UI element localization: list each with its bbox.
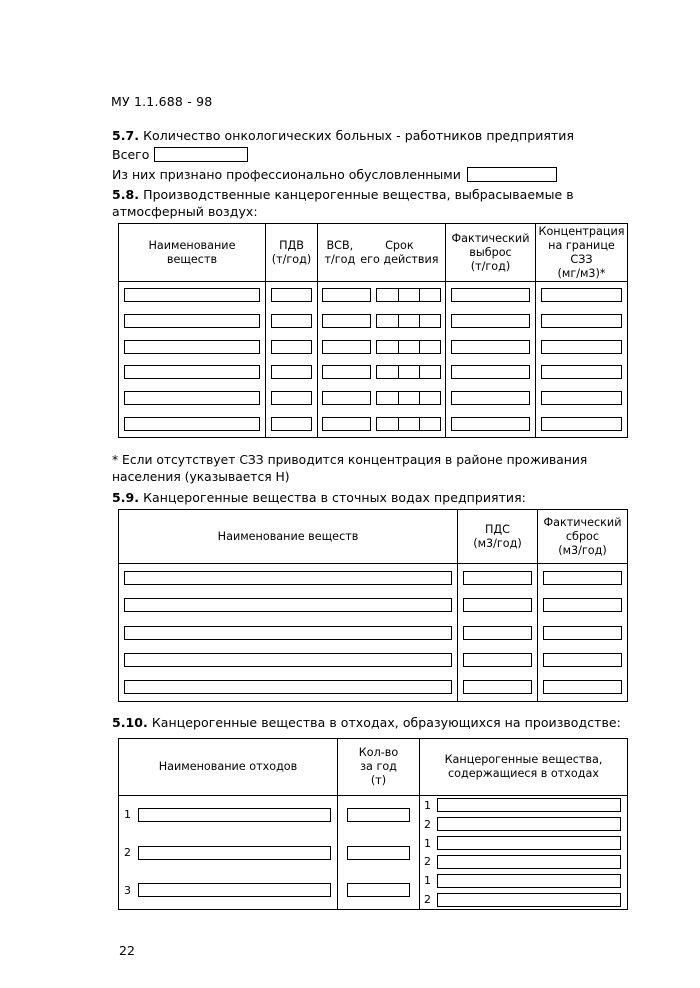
section-5-10-title: [112, 714, 632, 731]
table-row: [420, 796, 627, 834]
table-row: [458, 619, 537, 646]
emissions-header-pdv-line1: ПДВ: [279, 238, 304, 252]
wastewater-header-name-text: Наименование веществ: [217, 529, 359, 543]
section-5-7-heading-text: Количество онкологических больных - работников предприятия: [143, 128, 575, 143]
emissions-header-vsv-srok: [318, 224, 445, 282]
emissions-header-pdv-line2: (т/год): [271, 252, 312, 266]
table-row: [266, 282, 317, 308]
emissions-concentration-cells: [536, 282, 627, 437]
waste-substance-input[interactable]: [437, 893, 621, 907]
section-5-9-title: [112, 489, 632, 506]
table-row: [446, 411, 535, 437]
waste-row-index: 2: [124, 846, 131, 859]
waste-substance-input[interactable]: [437, 836, 621, 850]
emissions-srok-segment[interactable]: [377, 289, 398, 301]
wastewater-col-actual-discharge: [537, 510, 627, 701]
table-row: [536, 308, 627, 334]
emissions-header-pdv: [266, 224, 317, 282]
wastewater-name-input[interactable]: [124, 571, 452, 585]
emissions-pdv-input[interactable]: [271, 417, 312, 431]
table-row: [119, 834, 337, 872]
emissions-header-actual-line3: (т/год): [470, 259, 511, 273]
table-row: [266, 411, 317, 437]
section-5-9-heading-text: Канцерогенные вещества в сточных водах предприятия:: [143, 490, 526, 505]
waste-header-quantity-line1: Кол-во: [358, 746, 399, 759]
professional-label: Из них признано профессионально обусловленными: [112, 167, 461, 182]
emissions-header-conc-line3: (мг/м3)*: [557, 266, 606, 280]
emissions-col-substance-name: [119, 224, 265, 437]
emissions-name-input[interactable]: [124, 391, 260, 405]
emissions-srok-segment[interactable]: [419, 418, 440, 430]
table-row: [538, 674, 627, 701]
emissions-pdv-cells: [266, 282, 317, 437]
emissions-srok-segment[interactable]: [377, 366, 398, 378]
table-row: [536, 359, 627, 385]
waste-substance-input[interactable]: [437, 817, 621, 831]
wastewater-pds-cells: [458, 564, 537, 701]
table-row: [119, 646, 457, 673]
emissions-header-actual-line1: Фактический: [451, 231, 530, 245]
table-row: [119, 871, 337, 909]
wastewater-discharge-input[interactable]: [543, 571, 622, 585]
table-row: [318, 334, 445, 360]
wastewater-discharge-input[interactable]: [543, 626, 622, 640]
wastewater-pds-input[interactable]: [463, 653, 532, 667]
table-row: [119, 359, 265, 385]
table-row: [458, 646, 537, 673]
table-row: [446, 359, 535, 385]
emissions-header-srok-line2: его действия: [360, 252, 439, 266]
wastewater-pds-input[interactable]: [463, 626, 532, 640]
wastewater-header-pds: [458, 510, 537, 564]
section-5-7-number: 5.7.: [112, 128, 140, 143]
table-row: [538, 619, 627, 646]
waste-header-quantity-line3: (т): [370, 774, 387, 787]
wastewater-discharge-input[interactable]: [543, 653, 622, 667]
professional-patients-row: [112, 167, 557, 182]
waste-substance-row: [420, 796, 627, 815]
emissions-srok-segment[interactable]: [398, 289, 419, 301]
emissions-col-vsv-srok: [317, 224, 445, 437]
emissions-srok-group: [376, 288, 441, 302]
wastewater-header-discharge: [538, 510, 627, 564]
section-5-8-number: 5.8.: [112, 187, 140, 202]
waste-substance-index: 1: [424, 874, 431, 888]
waste-substance-input[interactable]: [437, 855, 621, 869]
emissions-col-concentration: [535, 224, 627, 437]
emissions-conc-input[interactable]: [541, 314, 622, 328]
section-5-8-heading-text: Производственные канцерогенные вещества, выбрасываемые в атмосферный воздух:: [112, 187, 574, 219]
emissions-vsv-input[interactable]: [322, 314, 371, 328]
total-label: Всего: [112, 147, 150, 162]
table-row: [119, 282, 265, 308]
emissions-header-conc-line1: Концентрация: [538, 224, 625, 238]
emissions-conc-input[interactable]: [541, 340, 622, 354]
emissions-name-input[interactable]: [124, 417, 260, 431]
table-row: [338, 834, 419, 872]
waste-col-carcinogens: [419, 739, 627, 909]
emissions-vsv-input[interactable]: [322, 288, 371, 302]
table-row: [536, 334, 627, 360]
emissions-srok-segment[interactable]: [398, 392, 419, 404]
wastewater-name-input[interactable]: [124, 598, 452, 612]
emissions-header-actual: [446, 224, 535, 282]
table-row: [538, 564, 627, 591]
wastewater-name-input[interactable]: [124, 680, 452, 694]
page-number: 22: [119, 943, 135, 958]
waste-header-name: [119, 739, 337, 796]
emissions-srok-segment[interactable]: [419, 315, 440, 327]
table-row: [119, 385, 265, 411]
table-row: [318, 385, 445, 411]
emissions-srok-group: [376, 340, 441, 354]
emissions-actual-input[interactable]: [451, 391, 530, 405]
total-patients-row: [112, 147, 248, 162]
wastewater-name-input[interactable]: [124, 626, 452, 640]
emissions-pdv-input[interactable]: [271, 391, 312, 405]
waste-substance-index: 1: [424, 836, 431, 850]
emissions-name-input[interactable]: [124, 288, 260, 302]
emissions-srok-group: [376, 417, 441, 431]
table-row: [266, 308, 317, 334]
emissions-srok-group: [376, 365, 441, 379]
emissions-srok-segment[interactable]: [377, 418, 398, 430]
wastewater-header-discharge-line3: (м3/год): [558, 543, 607, 557]
total-input[interactable]: [154, 147, 248, 162]
emissions-srok-segment[interactable]: [419, 366, 440, 378]
wastewater-discharge-input[interactable]: [543, 598, 622, 612]
professional-input[interactable]: [467, 167, 557, 182]
waste-substance-input[interactable]: [437, 874, 621, 888]
waste-row-index: 3: [124, 883, 131, 897]
wastewater-discharge-cells: [538, 564, 627, 701]
table-row: [446, 282, 535, 308]
emissions-srok-segment[interactable]: [377, 315, 398, 327]
section-5-7-title: [112, 127, 632, 144]
waste-header-carcinogens: [420, 739, 627, 796]
waste-col-name: [119, 739, 337, 909]
table-row: [446, 385, 535, 411]
emissions-header-name-text: Наименование веществ: [148, 238, 236, 266]
section-5-10-number: 5.10.: [112, 715, 148, 730]
waste-quantity-input[interactable]: [347, 846, 410, 860]
emissions-conc-input[interactable]: [541, 288, 622, 302]
emissions-header-name: [119, 224, 265, 282]
waste-col-quantity: [337, 739, 419, 909]
emissions-header-srok-line1: Срок: [385, 238, 414, 252]
emissions-actual-input[interactable]: [451, 417, 530, 431]
wastewater-name-cells: [119, 564, 457, 701]
waste-table: [118, 738, 628, 910]
waste-header-carcinogens-line2: содержащиеся в отходах: [448, 767, 599, 780]
emissions-srok-segment[interactable]: [398, 315, 419, 327]
emissions-srok-segment[interactable]: [377, 392, 398, 404]
emissions-vsv-cells: [318, 282, 445, 437]
table-row: [458, 564, 537, 591]
section-5-8-footnote: * Если отсутствует СЗЗ приводится концентрация в районе проживания населения (указывается Н): [112, 453, 588, 484]
table-row: [536, 282, 627, 308]
waste-name-cells: [119, 796, 337, 909]
emissions-pdv-input[interactable]: [271, 340, 312, 354]
wastewater-pds-input[interactable]: [463, 680, 532, 694]
waste-substance-input[interactable]: [437, 798, 621, 812]
emissions-srok-group: [376, 314, 441, 328]
table-row: [538, 646, 627, 673]
table-row: [266, 359, 317, 385]
emissions-srok-segment[interactable]: [398, 341, 419, 353]
section-5-9-number: 5.9.: [112, 490, 140, 505]
emissions-srok-segment[interactable]: [377, 341, 398, 353]
table-row: [458, 674, 537, 701]
table-row: [119, 308, 265, 334]
emissions-header-vsv-line2: т/год: [324, 252, 356, 266]
emissions-col-actual: [445, 224, 535, 437]
emissions-name-cells: [119, 282, 265, 437]
waste-header-name-text: Наименование отходов: [158, 760, 298, 773]
table-row: [446, 334, 535, 360]
emissions-srok-segment[interactable]: [419, 392, 440, 404]
table-row: [458, 591, 537, 618]
document-code: МУ 1.1.688 - 98: [111, 94, 213, 109]
waste-substance-row: [420, 834, 627, 853]
emissions-conc-input[interactable]: [541, 365, 622, 379]
emissions-name-input[interactable]: [124, 340, 260, 354]
emissions-actual-input[interactable]: [451, 365, 530, 379]
table-row: [318, 411, 445, 437]
table-row: [338, 796, 419, 834]
emissions-srok-group: [376, 391, 441, 405]
table-row: [119, 674, 457, 701]
emissions-header-vsv-line1: ВСВ,: [326, 238, 354, 252]
table-row: [119, 591, 457, 618]
table-row: [420, 871, 627, 909]
table-row: [536, 411, 627, 437]
wastewater-col-substance-name: [119, 510, 457, 701]
emissions-header-conc-line2: на границе СЗЗ: [548, 238, 615, 266]
table-row: [318, 308, 445, 334]
emissions-srok-segment[interactable]: [398, 366, 419, 378]
wastewater-table: [118, 509, 628, 702]
emissions-actual-input[interactable]: [451, 314, 530, 328]
wastewater-header-discharge-line1: Фактический: [543, 515, 622, 529]
waste-header-quantity: [338, 739, 419, 796]
waste-substance-row: [420, 871, 627, 890]
table-row: [338, 871, 419, 909]
table-row: [119, 619, 457, 646]
section-5-8-title: [112, 186, 634, 220]
wastewater-header-pds-line1: ПДС: [485, 522, 510, 536]
waste-substance-index: 1: [424, 798, 431, 812]
emissions-pdv-input[interactable]: [271, 314, 312, 328]
waste-quantity-input[interactable]: [347, 883, 410, 897]
emissions-vsv-input[interactable]: [322, 365, 371, 379]
wastewater-header-pds-line2: (м3/год): [473, 536, 522, 550]
waste-substance-index: 2: [424, 893, 431, 907]
emissions-actual-cells: [446, 282, 535, 437]
wastewater-col-pds: [457, 510, 537, 701]
table-row: [119, 334, 265, 360]
table-row: [119, 796, 337, 834]
emissions-conc-input[interactable]: [541, 417, 622, 431]
emissions-conc-input[interactable]: [541, 391, 622, 405]
table-row: [266, 334, 317, 360]
table-row: [266, 385, 317, 411]
waste-substance-row: [420, 890, 627, 909]
wastewater-header-discharge-line2: сброс: [565, 529, 600, 543]
table-row: [536, 385, 627, 411]
wastewater-discharge-input[interactable]: [543, 680, 622, 694]
table-row: [119, 564, 457, 591]
waste-name-input[interactable]: [138, 846, 331, 860]
waste-quantity-cells: [338, 796, 419, 909]
waste-substance-index: 2: [424, 855, 431, 869]
waste-substance-row: [420, 815, 627, 834]
wastewater-name-input[interactable]: [124, 653, 452, 667]
emissions-pdv-input[interactable]: [271, 365, 312, 379]
emissions-srok-segment[interactable]: [419, 289, 440, 301]
table-row: [420, 834, 627, 872]
waste-quantity-input[interactable]: [347, 808, 410, 822]
emissions-actual-input[interactable]: [451, 340, 530, 354]
section-5-10-heading-text: Канцерогенные вещества в отходах, образующихся на производстве:: [151, 715, 621, 730]
waste-name-input[interactable]: [138, 808, 331, 822]
emissions-srok-segment[interactable]: [398, 418, 419, 430]
emissions-vsv-input[interactable]: [322, 391, 371, 405]
waste-name-input[interactable]: [138, 883, 331, 897]
waste-carcinogen-cells: [420, 796, 627, 909]
table-row: [318, 282, 445, 308]
waste-substance-row: [420, 853, 627, 872]
emissions-actual-input[interactable]: [451, 288, 530, 302]
wastewater-pds-input[interactable]: [463, 598, 532, 612]
emissions-pdv-input[interactable]: [271, 288, 312, 302]
emissions-vsv-input[interactable]: [322, 340, 371, 354]
emissions-header-actual-line2: выброс: [469, 245, 512, 259]
emissions-table: [118, 223, 628, 438]
wastewater-pds-input[interactable]: [463, 571, 532, 585]
emissions-srok-segment[interactable]: [419, 341, 440, 353]
table-row: [318, 359, 445, 385]
waste-row-index: 1: [124, 808, 131, 822]
table-row: [538, 591, 627, 618]
waste-header-quantity-line2: за год: [360, 760, 397, 773]
waste-header-carcinogens-line1: Канцерогенные вещества,: [444, 753, 603, 766]
emissions-col-pdv: [265, 224, 317, 437]
waste-substance-index: 2: [424, 817, 431, 831]
emissions-name-input[interactable]: [124, 365, 260, 379]
wastewater-header-name: [119, 510, 457, 564]
table-row: [446, 308, 535, 334]
emissions-vsv-input[interactable]: [322, 417, 371, 431]
emissions-name-input[interactable]: [124, 314, 260, 328]
emissions-header-concentration: [536, 224, 627, 282]
table-row: [119, 411, 265, 437]
